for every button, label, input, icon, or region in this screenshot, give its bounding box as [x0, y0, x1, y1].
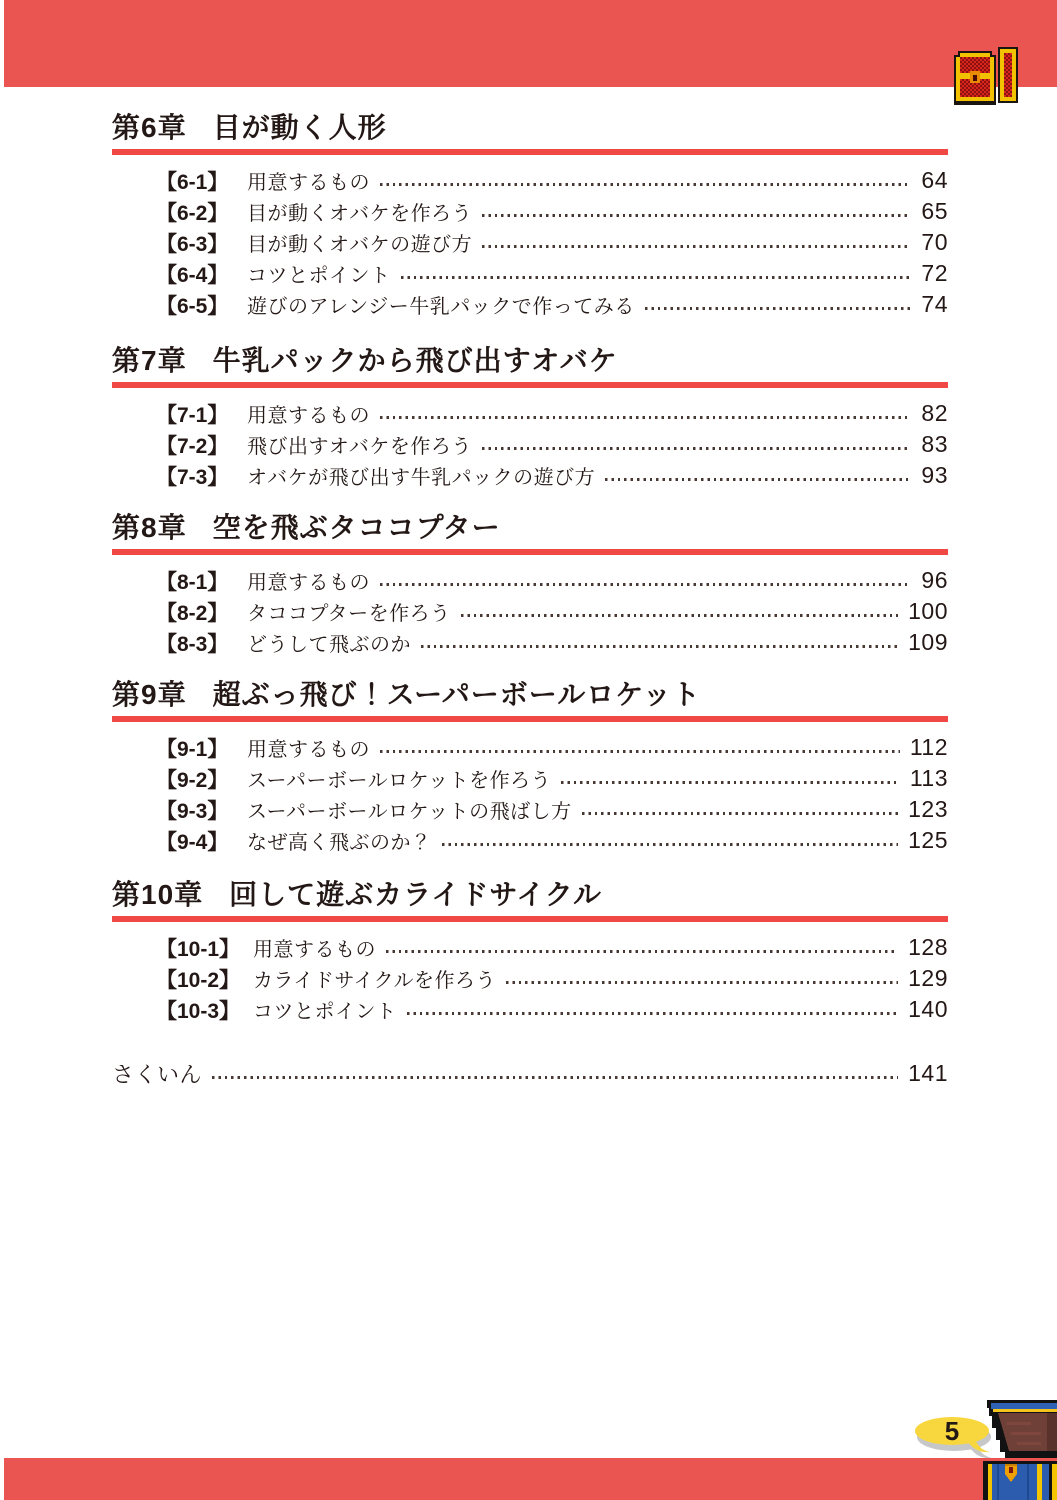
- toc-entry: [112, 794, 948, 825]
- entry-number: 【7-3】: [156, 465, 229, 489]
- toc-entry: [112, 165, 948, 196]
- chapter-block: [112, 680, 948, 856]
- entry-number: 【7-2】: [156, 434, 229, 458]
- entry-number: 【6-3】: [156, 232, 229, 256]
- chapter-entries: [112, 932, 948, 1025]
- entry-title: オバケが飛び出す牛乳パックの遊び方: [247, 467, 596, 489]
- toc-entry: [112, 398, 948, 429]
- entry-title: コツとポイント: [253, 1001, 397, 1023]
- entry-title: 用意するもの: [247, 572, 370, 594]
- entry-page-number: 74: [921, 291, 948, 317]
- entry-dot-leader: [407, 1012, 899, 1015]
- entry-title: 目が動くオバケの遊び方: [247, 234, 473, 256]
- chapter-title: 牛乳パックから飛び出すオバケ: [212, 345, 618, 376]
- entry-title: どうして飛ぶのか: [247, 634, 411, 656]
- entry-number: 【10-3】: [156, 999, 241, 1023]
- toc-entry: [112, 196, 948, 227]
- chapter-rule: [112, 549, 948, 555]
- entry-page-number: 96: [921, 567, 948, 593]
- entry-title: 目が動くオバケを作ろう: [247, 203, 473, 225]
- chapter-entries: [112, 732, 948, 856]
- entry-title: なぜ高く飛ぶのか？: [247, 832, 432, 854]
- entry-number: 【9-4】: [156, 830, 229, 854]
- entry-dot-leader: [401, 276, 912, 279]
- index-entry-row: [112, 1056, 948, 1090]
- entry-page-number: 129: [908, 965, 948, 991]
- toc-entry: [112, 825, 948, 856]
- entry-number: 【6-2】: [156, 201, 229, 225]
- toc-entry: [112, 732, 948, 763]
- entry-number: 【9-2】: [156, 768, 229, 792]
- chapter-heading: [112, 680, 948, 710]
- entry-page-number: 140: [908, 996, 948, 1022]
- chapter-block: [112, 346, 948, 491]
- treasure-chest-open-icon: [983, 1400, 1057, 1500]
- entry-number: 【7-1】: [156, 403, 229, 427]
- entry-page-number: 65: [921, 198, 948, 224]
- chapter-number: 第8章: [112, 512, 187, 543]
- entry-title: 用意するもの: [247, 405, 370, 427]
- chapter-block: [112, 880, 948, 1025]
- chapter-block: [112, 513, 948, 658]
- entry-page-number: 125: [908, 827, 948, 853]
- footer-red-bar: [4, 1458, 1057, 1500]
- entry-page-number: 112: [909, 734, 948, 760]
- entry-dot-leader: [442, 843, 899, 846]
- entry-dot-leader: [561, 781, 900, 784]
- chapter-entries: [112, 565, 948, 658]
- entry-page-number: 100: [908, 598, 948, 624]
- entry-title: 飛び出すオバケを作ろう: [247, 436, 472, 458]
- entry-dot-leader: [461, 614, 899, 617]
- chapter-entries: [112, 398, 948, 491]
- entry-page-number: 64: [921, 167, 948, 193]
- entry-number: 【10-2】: [156, 968, 241, 992]
- entry-number: 【8-3】: [156, 632, 229, 656]
- toc-entry: [112, 596, 948, 627]
- toc-entry: [112, 258, 948, 289]
- entry-page-number: 93: [921, 462, 948, 488]
- entry-dot-leader: [482, 245, 911, 248]
- chapter-number: 第10章: [112, 879, 204, 910]
- toc-entry: [112, 994, 948, 1025]
- entry-page-number: 123: [908, 796, 948, 822]
- chapter-title: 回して遊ぶカライドサイクル: [229, 879, 602, 910]
- chapter-number: 第6章: [112, 112, 187, 143]
- toc-entry: [112, 565, 948, 596]
- chapter-rule: [112, 916, 948, 922]
- chapter-rule: [112, 716, 948, 722]
- chapter-number: 第7章: [112, 345, 187, 376]
- entry-number: 【6-5】: [156, 294, 229, 318]
- chapter-heading: [112, 346, 948, 376]
- entry-title: スーパーボールロケットの飛ばし方: [247, 801, 572, 823]
- toc-entry: [112, 460, 948, 491]
- chapter-heading: [112, 880, 948, 910]
- entry-dot-leader: [482, 214, 911, 217]
- entry-dot-leader: [506, 981, 898, 984]
- toc-entry: [112, 763, 948, 794]
- index-page-number: 141: [908, 1059, 948, 1086]
- entry-title: 用意するもの: [247, 172, 370, 194]
- header-red-bar: [4, 0, 1057, 87]
- entry-title: 遊びのアレンジー牛乳パックで作ってみる: [247, 296, 635, 318]
- entry-title: スーパーボールロケットを作ろう: [247, 770, 552, 792]
- entry-dot-leader: [380, 583, 911, 586]
- entry-number: 【6-4】: [156, 263, 229, 287]
- page-number: 5: [944, 1416, 960, 1446]
- entry-page-number: 72: [921, 260, 948, 286]
- chapter-rule: [112, 382, 948, 388]
- toc-entry: [112, 963, 948, 994]
- entry-page-number: 70: [921, 229, 948, 255]
- entry-dot-leader: [380, 416, 911, 419]
- entry-title: 用意するもの: [253, 939, 377, 961]
- entry-title: タココプターを作ろう: [247, 603, 451, 625]
- entry-page-number: 113: [909, 765, 948, 791]
- entry-number: 【10-1】: [156, 937, 241, 961]
- entry-dot-leader: [380, 183, 911, 186]
- chapter-heading: [112, 513, 948, 543]
- chapter-block: [112, 113, 948, 320]
- entry-page-number: 82: [921, 400, 948, 426]
- entry-dot-leader: [645, 307, 912, 310]
- chapter-title: 目が動く人形: [212, 112, 387, 143]
- entry-page-number: 128: [908, 934, 948, 960]
- entry-dot-leader: [380, 750, 900, 753]
- entry-title: カライドサイクルを作ろう: [253, 970, 497, 992]
- entry-dot-leader: [482, 447, 912, 450]
- entry-number: 【8-2】: [156, 601, 229, 625]
- toc-entry: [112, 289, 948, 320]
- entry-dot-leader: [421, 645, 898, 648]
- entry-title: コツとポイント: [247, 265, 391, 287]
- entry-number: 【6-1】: [156, 170, 229, 194]
- toc-entry: [112, 627, 948, 658]
- entry-number: 【8-1】: [156, 570, 229, 594]
- chapter-heading: [112, 113, 948, 143]
- index-label: さくいん: [112, 1061, 203, 1087]
- entry-number: 【9-3】: [156, 799, 229, 823]
- toc-entry: [112, 227, 948, 258]
- entry-title: 用意するもの: [247, 739, 370, 761]
- entry-dot-leader: [582, 812, 899, 815]
- chapter-entries: [112, 165, 948, 320]
- chapter-title: 超ぶっ飛び！スーパーボールロケット: [212, 679, 701, 710]
- entry-number: 【9-1】: [156, 737, 229, 761]
- toc-entry: [112, 429, 948, 460]
- entry-page-number: 83: [921, 431, 948, 457]
- chapter-title: 空を飛ぶタココプター: [212, 512, 501, 543]
- entry-dot-leader: [605, 478, 911, 481]
- chapter-number: 第9章: [112, 679, 187, 710]
- index-dot-leader: [212, 1076, 898, 1079]
- entry-dot-leader: [386, 950, 898, 953]
- chapter-rule: [112, 149, 948, 155]
- toc-entry: [112, 932, 948, 963]
- entry-page-number: 109: [908, 629, 948, 655]
- index-entry: [112, 1056, 948, 1090]
- treasure-chest-closed-icon: [952, 45, 1020, 107]
